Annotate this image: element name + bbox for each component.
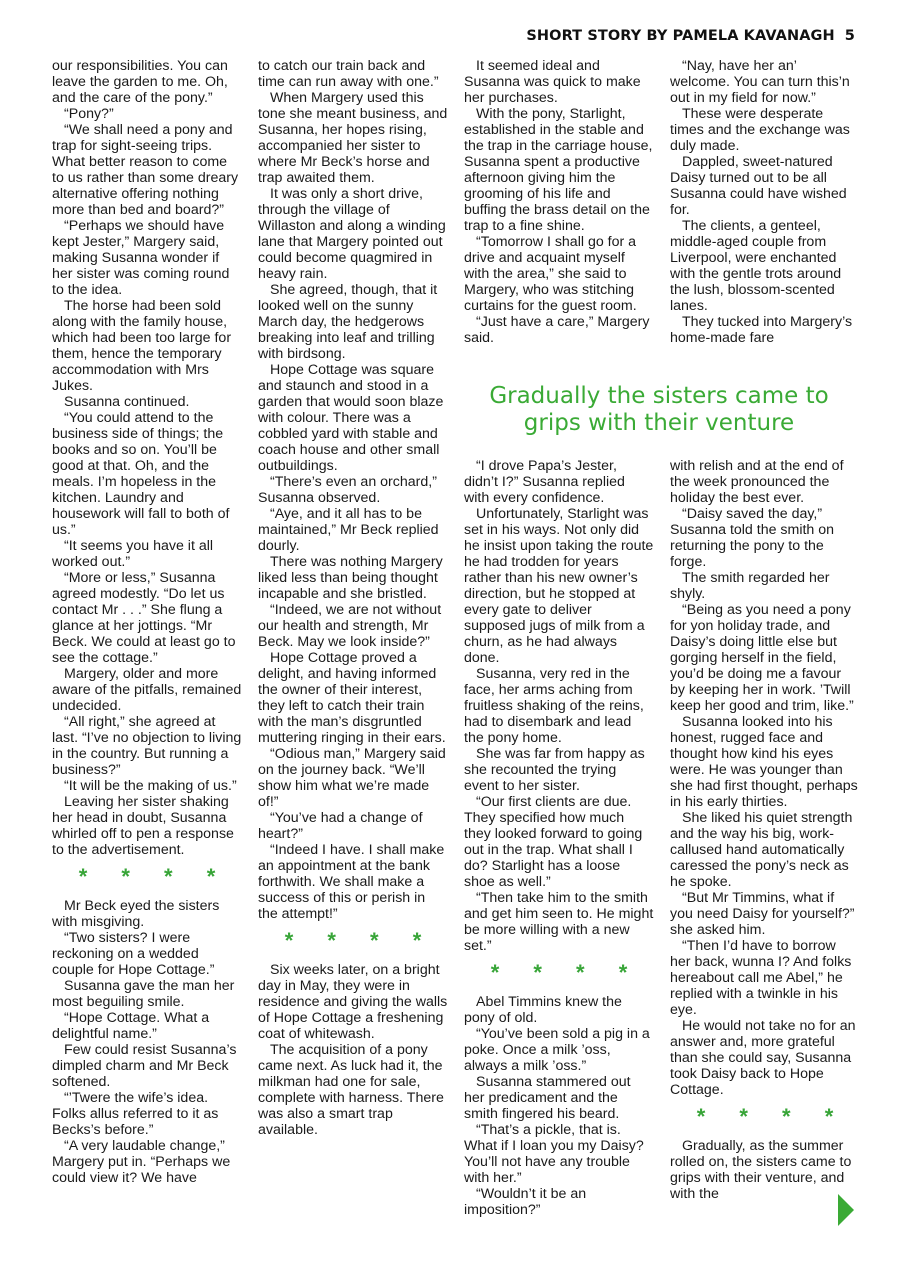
page-number: 5 — [844, 28, 855, 44]
paragraph: “Daisy saved the day,” Susanna told the smith on returning the pony to the forge. — [670, 506, 835, 570]
paragraph: “We shall need a pony and trap for sight-seeing trips. What better reason to come to us rather than some dreary alternative offering nothing more than bed and board?” — [52, 122, 239, 218]
paragraph: With the pony, Starlight, established in the stable and the trap in the carriage house, Susanna spent a productive afternoon giving him the grooming of his life and buffing the brass detail on the trap to a fine shine. — [464, 106, 653, 234]
column-3-top — [464, 58, 654, 346]
section-break: * * * * — [490, 960, 642, 985]
paragraph: When Margery used this tone she meant business, and Susanna, her hopes rising, accompanied her sister to where Mr Beck’s horse and trap awaited them. — [258, 90, 448, 186]
paragraph: She liked his quiet strength and the way his big, work-callused hand automatically caressed the pony’s neck as he spoke. — [670, 810, 853, 890]
paragraph: “Just have a care,” Margery said. — [464, 314, 650, 346]
paragraph: “Nay, have her an’ welcome. You can turn this’n out in my field for now.” — [670, 58, 850, 106]
paragraph: Unfortunately, Starlight was set in his ways. Not only did he insist upon taking the route he had trodden for years rather than his new owner’s direction, but he stopped at every gate to deliver supposed jugs of milk from a churn, as he had always done. — [464, 506, 654, 666]
paragraph: It seemed ideal and Susanna was quick to make her purchases. — [464, 58, 641, 106]
paragraph: “Then I’d have to borrow her back, wunna I? And folks hereabout call me Abel,” he replied with a twinkle in his eye. — [670, 938, 852, 1018]
column-2-text — [258, 58, 448, 922]
paragraph: Susanna, very red in the face, her arms aching from fruitless shaking of the reins, had to disembark and lead the pony home. — [464, 666, 644, 746]
paragraph: “That’s a pickle, that is. What if I loan you my Daisy? You’ll not have any trouble with her.” — [464, 1122, 644, 1186]
column-1 — [52, 58, 242, 1186]
paragraph: “All right,” she agreed at last. “I’ve no objection to living in the country. But running a business?” — [52, 714, 242, 778]
column-4-bottom-text-continued — [670, 1138, 860, 1202]
column-3-top-text — [464, 58, 654, 346]
story-byline: SHORT STORY BY PAMELA KAVANAGH — [526, 28, 835, 44]
paragraph: with relish and at the end of the week pronounced the holiday the best ever. — [670, 458, 844, 506]
paragraph: Susanna gave the man her most beguiling smile. — [52, 978, 235, 1010]
paragraph: There was nothing Margery liked less than being thought incapable and she bristled. — [258, 554, 443, 602]
paragraph: Six weeks later, on a bright day in May, they were in residence and giving the walls of Hope Cottage a freshening coat of whitewash. — [258, 962, 448, 1042]
paragraph: “I drove Papa’s Jester, didn’t I?” Susanna replied with every confidence. — [464, 458, 625, 506]
paragraph: “You’ve been sold a pig in a poke. Once a milk ’oss, always a milk ’oss.” — [464, 1026, 650, 1074]
paragraph: “Aye, and it all has to be maintained,” Mr Beck replied dourly. — [258, 506, 439, 554]
paragraph: These were desperate times and the exchange was duly made. — [670, 106, 850, 154]
paragraph: “You’ve had a change of heart?” — [258, 810, 423, 842]
paragraph: “Hope Cottage. What a delightful name.” — [52, 1010, 210, 1042]
paragraph: Leaving her sister shaking her head in doubt, Susanna whirled off to pen a response to the advertisement. — [52, 794, 234, 858]
paragraph: Susanna continued. — [64, 394, 190, 410]
paragraph: our responsibilities. You can leave the garden to me. Oh, and the care of the pony.” — [52, 58, 228, 106]
paragraph: Gradually, as the summer rolled on, the sisters came to grips with their venture, and with the — [670, 1138, 852, 1202]
paragraph: Abel Timmins knew the pony of old. — [464, 994, 622, 1026]
paragraph: The smith regarded her shyly. — [670, 570, 830, 602]
paragraph: Hope Cottage proved a delight, and having informed the owner of their interest, they left to catch their train with the man’s disgruntled muttering ringing in their ears. — [258, 650, 446, 746]
paragraph: “Pony?” — [64, 106, 114, 122]
column-1-text — [52, 58, 242, 858]
paragraph: “A very laudable change,” Margery put in. “Perhaps we could view it? We have — [52, 1138, 231, 1186]
paragraph: They tucked into Margery’s home-made fare — [670, 314, 853, 346]
column-2-text-continued — [258, 962, 448, 1138]
paragraph: “Being as you need a pony for yon holiday trade, and Daisy’s doing little else but gorging herself in the field, you’d be doing me a favour by keeping her in work. ’Twill keep her good and trim, like.” — [670, 602, 854, 714]
paragraph: “You could attend to the business side of things; the books and so on. You’ll be good at that. Oh, and the meals. I’m hopeless in the kitchen. Laundry and housework will fall to both of us.” — [52, 410, 230, 538]
paragraph: Dappled, sweet-natured Daisy turned out to be all Susanna could have wished for. — [670, 154, 847, 218]
paragraph: Few could resist Susanna’s dimpled charm and Mr Beck softened. — [52, 1042, 237, 1090]
paragraph: The acquisition of a pony came next. As luck had it, the milkman had one for sale, complete with harness. There was also a smart trap available. — [258, 1042, 444, 1138]
column-4-bottom-text — [670, 458, 860, 1098]
column-4-bottom — [670, 458, 860, 1202]
paragraph: “It seems you have it all worked out.” — [52, 538, 214, 570]
section-break: * * * * — [284, 928, 436, 953]
paragraph: “Indeed, we are not without our health and strength, Mr Beck. May we look inside?” — [258, 602, 442, 650]
paragraph: to catch our train back and time can run away with one.” — [258, 58, 439, 90]
paragraph: “It will be the making of us.” — [64, 778, 237, 794]
paragraph: “There’s even an orchard,” Susanna observed. — [258, 474, 437, 506]
page-header — [526, 28, 855, 44]
paragraph: It was only a short drive, through the village of Willaston and along a winding lane that Margery pointed out could become quagmired in heavy rain. — [258, 186, 446, 282]
paragraph: He would not take no for an answer and, more grateful than she could say, Susanna took Daisy back to Hope Cottage. — [670, 1018, 856, 1098]
paragraph: Hope Cottage was square and staunch and stood in a garden that would soon blaze with colour. There was a cobbled yard with stable and coach house and other small outbuildings. — [258, 362, 444, 474]
paragraph: “Two sisters? I were reckoning on a wedded couple for Hope Cottage.” — [52, 930, 215, 978]
paragraph: Susanna looked into his honest, rugged face and thought how kind his eyes were. He was younger than she had first thought, perhaps in his early thirties. — [670, 714, 858, 810]
paragraph: “But Mr Timmins, what if you need Daisy for yourself?” she asked him. — [670, 890, 855, 938]
column-3-bottom-text — [464, 458, 654, 954]
paragraph: “Tomorrow I shall go for a drive and acquaint myself with the area,” she said to Margery, who was stitching curtains for the guest room. — [464, 234, 637, 314]
paragraph: She was far from happy as she recounted the trying event to her sister. — [464, 746, 645, 794]
column-2 — [258, 58, 448, 1138]
pull-quote: Gradually the sisters came to grips with their venture — [489, 383, 829, 436]
section-break: * * * * — [78, 864, 230, 889]
column-4-top-text — [670, 58, 860, 346]
continue-arrow-icon — [838, 1194, 854, 1226]
paragraph: “Wouldn’t it be an imposition?” — [464, 1186, 587, 1218]
paragraph: Mr Beck eyed the sisters with misgiving. — [52, 898, 220, 930]
paragraph: “Odious man,” Margery said on the journey back. “We’ll show him what we’re made of!” — [258, 746, 446, 810]
column-1-text-continued — [52, 898, 242, 1186]
section-break: * * * * — [696, 1104, 848, 1129]
column-4-top — [670, 58, 860, 346]
paragraph: Margery, older and more aware of the pitfalls, remained undecided. — [52, 666, 242, 714]
paragraph: “Then take him to the smith and get him seen to. He might be more willing with a new set.” — [464, 890, 654, 954]
paragraph: “Indeed I have. I shall make an appointment at the bank forthwith. We shall make a success of this or perish in the attempt!” — [258, 842, 445, 922]
paragraph: She agreed, though, that it looked well on the sunny March day, the hedgerows breaking into leaf and trilling with birdsong. — [258, 282, 438, 362]
paragraph: The clients, a genteel, middle-aged couple from Liverpool, were enchanted with the gentle trots around the lush, blossom-scented lanes. — [670, 218, 842, 314]
paragraph: “Perhaps we should have kept Jester,” Margery said, making Susanna wonder if her sister was coming round to the idea. — [52, 218, 230, 298]
column-3-bottom-text-continued — [464, 994, 654, 1218]
paragraph: The horse had been sold along with the family house, which had been too large for them, hence the temporary accommodation with Mrs Jukes. — [52, 298, 232, 394]
column-3-bottom — [464, 458, 654, 1218]
paragraph: “More or less,” Susanna agreed modestly. “Do let us contact Mr . . .” She flung a glance at her jottings. “Mr Beck. We could at least go to see the cottage.” — [52, 570, 236, 666]
paragraph: Susanna stammered out her predicament and the smith fingered his beard. — [464, 1074, 631, 1122]
paragraph: “’Twere the wife’s idea. Folks allus referred to it as Becks’s before.” — [52, 1090, 219, 1138]
paragraph: “Our first clients are due. They specified how much they looked forward to going out in the trap. What shall I do? Starlight has a loose shoe as well.” — [464, 794, 643, 890]
